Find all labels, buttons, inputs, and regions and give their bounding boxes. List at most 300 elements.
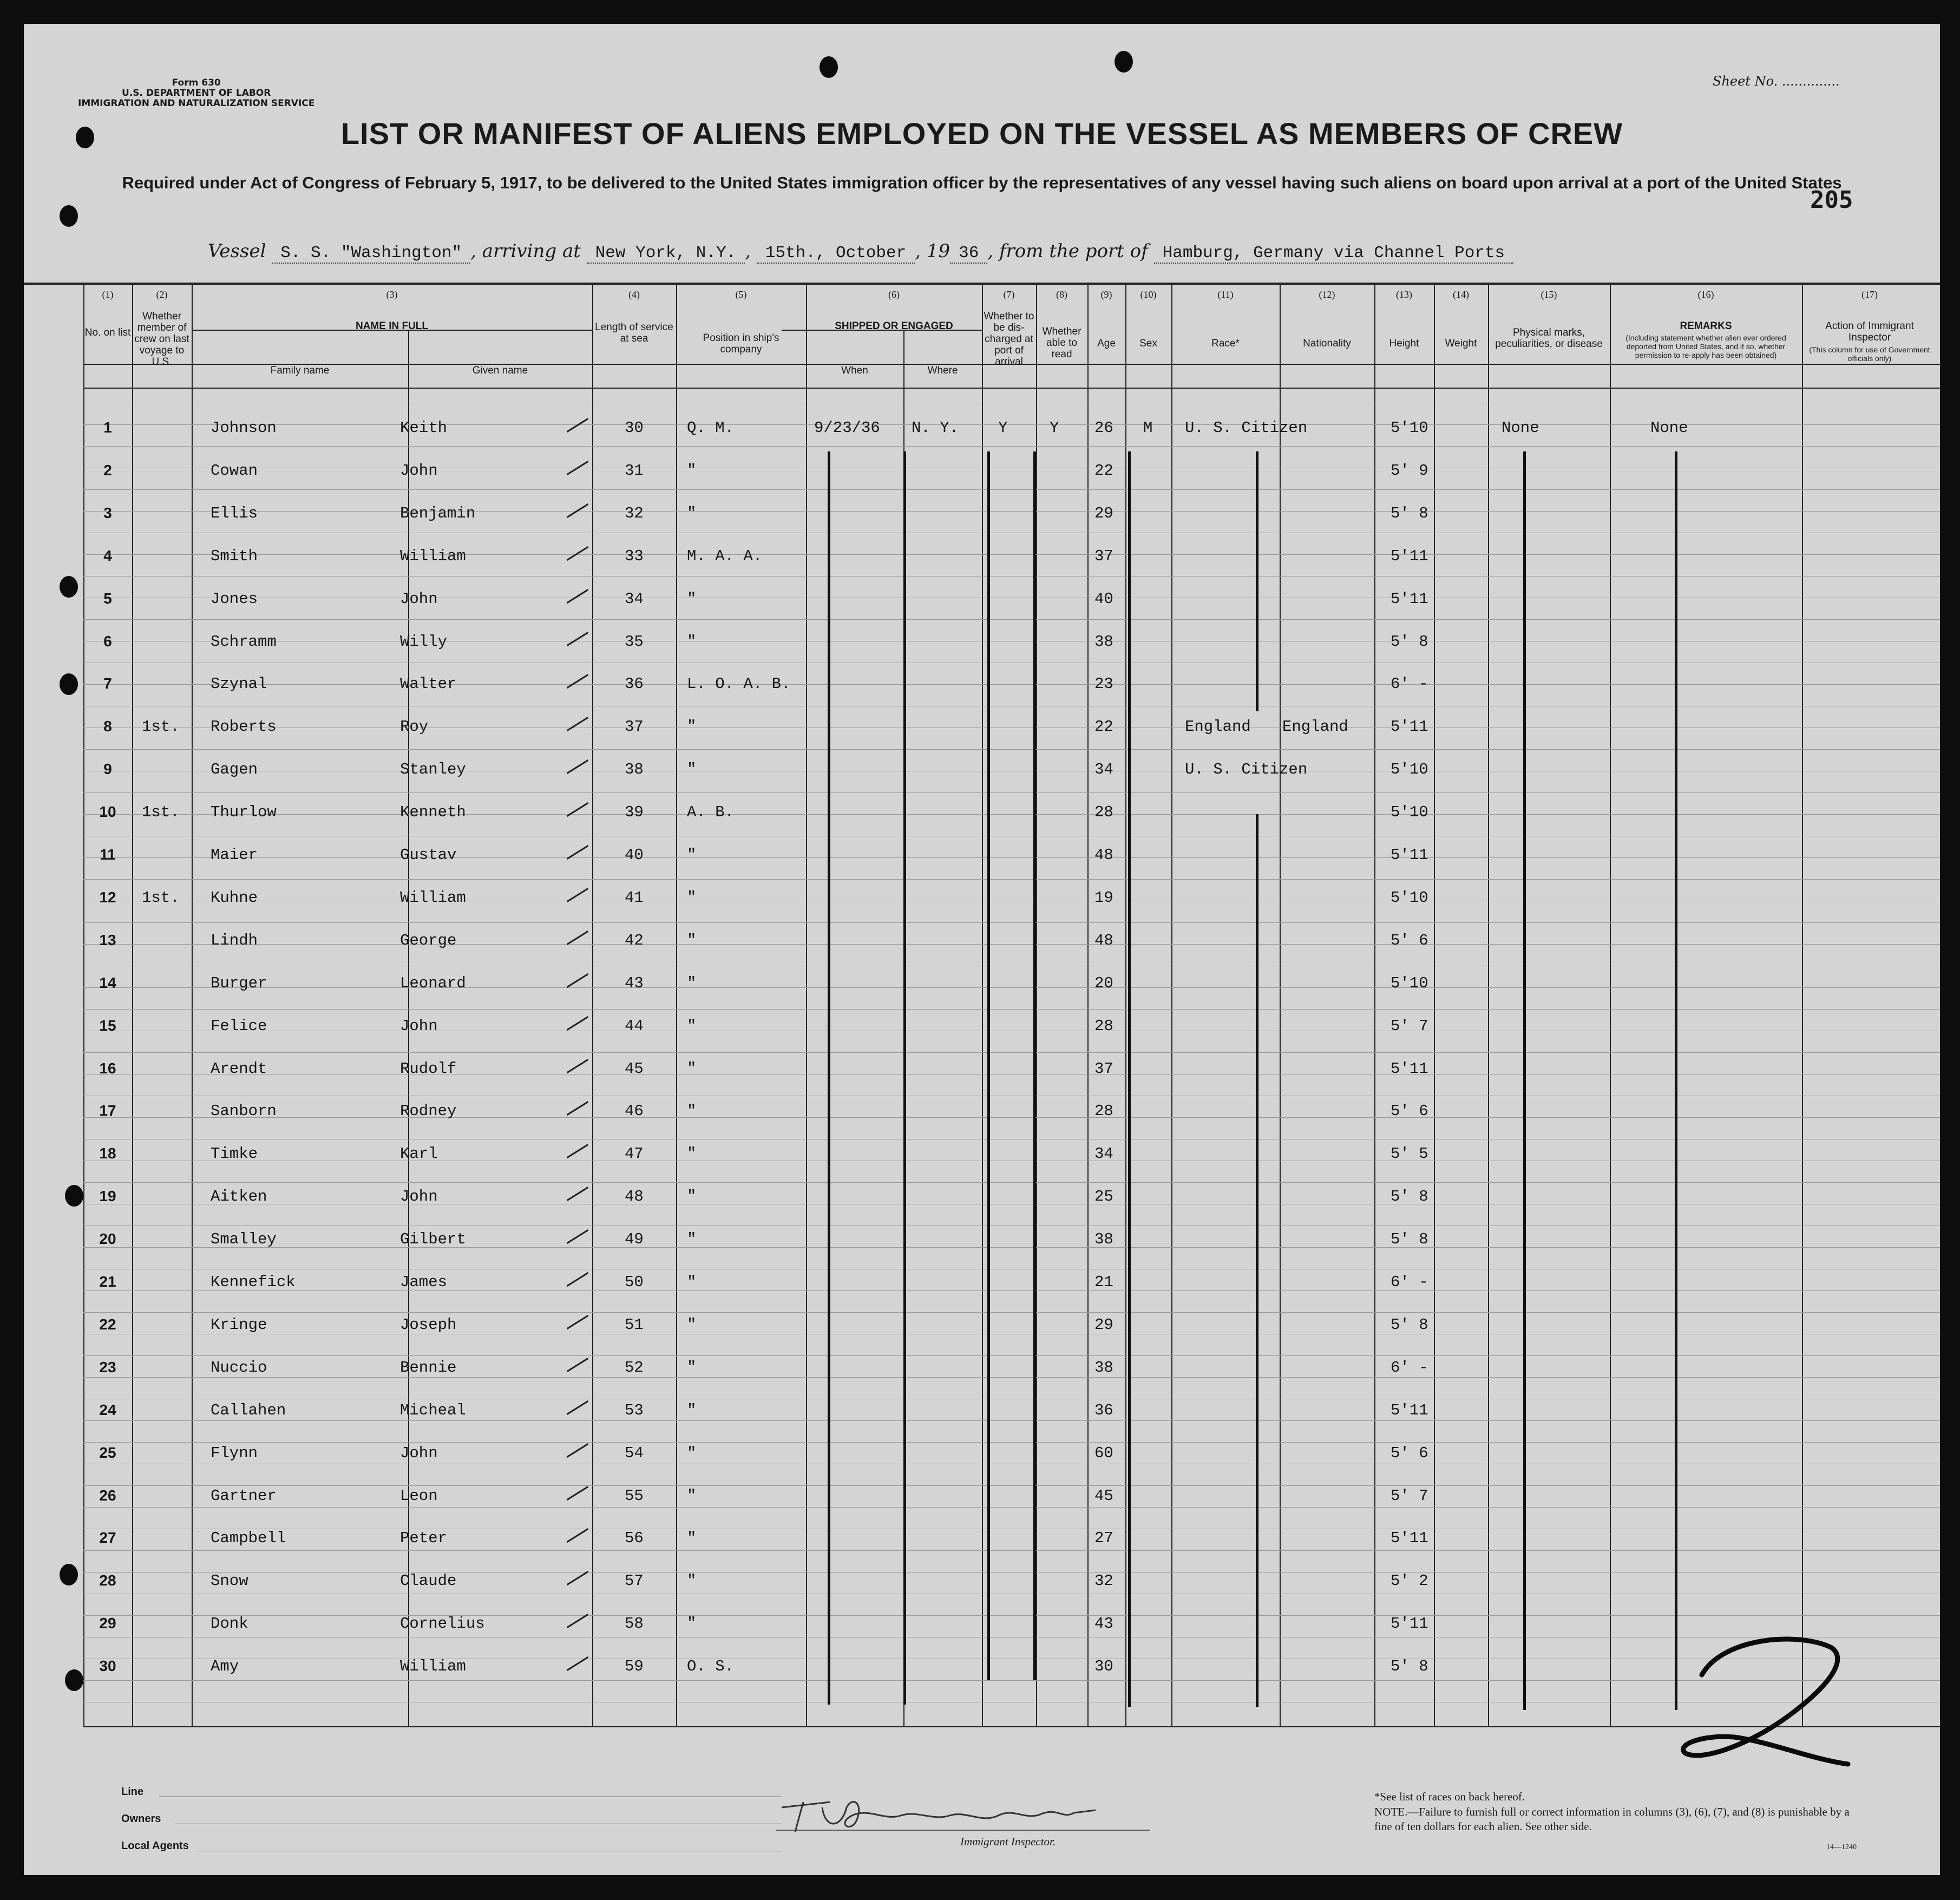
ruled-line: [83, 1615, 1940, 1616]
col-header-remarks-note: (Including statement whether alien ever ordered deported from United States, and if so, whether permission to re-apply has been obtained): [1625, 333, 1786, 359]
given-name-cell: Walter: [400, 675, 457, 693]
age-cell: 27: [1094, 1529, 1113, 1548]
ruled-line: [83, 511, 1940, 512]
inspector-label: Immigrant Inspector.: [960, 1835, 1056, 1848]
service-length-cell: 46: [625, 1102, 644, 1121]
age-cell: 30: [1094, 1657, 1113, 1676]
family-name-cell: Amy: [211, 1657, 239, 1676]
page-subtitle: Required under Act of Congress of February 5, 1917, to be delivered to the United States immigration officer by the representatives of any vessel having such aliens on board upon arrival at a port of the United States: [122, 173, 1842, 192]
service-length-cell: 34: [625, 589, 644, 608]
ruled-line: [83, 1680, 1940, 1681]
check-mark-icon: [567, 1571, 589, 1585]
age-cell: 22: [1094, 461, 1113, 480]
service-length-cell: 59: [625, 1657, 644, 1676]
age-cell: 19: [1094, 888, 1113, 907]
age-cell: 34: [1094, 1145, 1113, 1163]
position-cell: ": [687, 1059, 697, 1078]
given-name-cell: Gilbert: [400, 1230, 466, 1249]
height-cell: 5'11: [1391, 1615, 1428, 1633]
col3-number: (3): [386, 289, 398, 300]
given-name-cell: George: [400, 931, 457, 949]
position-cell: ": [687, 1017, 697, 1035]
service-length-cell: 38: [625, 761, 644, 779]
height-cell: 5'10: [1391, 419, 1428, 437]
row-number: 20: [99, 1230, 116, 1248]
col-header-height: Height: [1389, 338, 1419, 349]
last-voyage-cell: 1st.: [142, 718, 180, 736]
service-length-cell: 55: [625, 1486, 644, 1505]
position-cell: ": [687, 1615, 697, 1633]
service-length-cell: 51: [625, 1315, 644, 1334]
age-cell: 29: [1094, 1315, 1113, 1334]
family-name-cell: Timke: [211, 1145, 258, 1163]
col7-number: (7): [1003, 289, 1015, 300]
family-name-cell: Kennefick: [211, 1273, 296, 1291]
able-to-read-cell: Y: [1050, 419, 1059, 437]
position-cell: ": [687, 1145, 697, 1163]
row-number: 17: [99, 1102, 116, 1119]
service-length-cell: 56: [625, 1529, 644, 1548]
ruled-line: [83, 749, 1940, 750]
age-cell: 34: [1094, 761, 1113, 779]
race-cell: U. S. Citizen: [1185, 419, 1308, 437]
line-label: Line: [121, 1786, 144, 1798]
check-mark-icon: [567, 1059, 589, 1073]
ruled-line: [83, 1377, 1940, 1378]
check-mark-icon: [567, 1229, 589, 1244]
column-divider: [1488, 285, 1489, 1727]
position-cell: ": [687, 589, 697, 608]
height-cell: 5' 9: [1391, 461, 1428, 480]
family-name-cell: Felice: [211, 1017, 267, 1035]
race-footnote: *See list of races on back hereof.: [1374, 1790, 1525, 1803]
age-cell: 28: [1094, 1017, 1113, 1035]
height-cell: 5' 8: [1391, 1315, 1428, 1334]
row-number: 2: [103, 461, 112, 479]
position-cell: ": [687, 461, 697, 480]
vessel-name: S. S. "Washington": [272, 244, 470, 264]
given-name-cell: John: [400, 1444, 438, 1462]
given-name-cell: Willy: [400, 632, 448, 651]
check-mark-icon: [567, 717, 589, 731]
service-length-cell: 50: [625, 1273, 644, 1291]
ruled-line: [83, 1009, 1940, 1010]
print-code: 14—1240: [1826, 1843, 1857, 1851]
service-length-cell: 40: [625, 846, 644, 864]
height-cell: 5'11: [1391, 718, 1428, 736]
owners-label: Owners: [121, 1813, 161, 1825]
column-divider: [1087, 285, 1089, 1727]
height-cell: 5' 6: [1391, 931, 1428, 949]
family-name-cell: Snow: [211, 1572, 248, 1590]
height-cell: 5' 8: [1391, 1657, 1428, 1676]
race-cell: U. S. Citizen: [1185, 761, 1308, 779]
given-name-cell: Rodney: [400, 1102, 457, 1121]
ruled-line: [83, 1247, 1940, 1248]
family-name-cell: Nuccio: [211, 1358, 267, 1377]
position-cell: ": [687, 1529, 697, 1548]
age-cell: 29: [1094, 504, 1113, 522]
check-mark-icon: [567, 1101, 589, 1116]
family-name-cell: Roberts: [211, 718, 277, 736]
given-name-cell: William: [400, 1657, 466, 1676]
check-mark-icon: [567, 1272, 589, 1287]
handwritten-sheet-number: [1669, 1626, 1864, 1788]
row-number: 4: [103, 547, 112, 564]
given-name-cell: Leon: [400, 1486, 438, 1505]
check-mark-icon: [567, 888, 589, 902]
age-cell: 40: [1094, 589, 1113, 608]
col-header-race: Race*: [1211, 338, 1240, 349]
row-number: 7: [103, 675, 112, 692]
family-name-cell: Cowan: [211, 461, 258, 480]
service-length-cell: 57: [625, 1572, 644, 1590]
arrival-year: 36: [950, 244, 987, 264]
given-name-cell: Joseph: [400, 1315, 457, 1334]
family-name-cell: Jones: [211, 589, 258, 608]
position-cell: ": [687, 1358, 697, 1377]
col6-number: (6): [888, 289, 900, 300]
check-mark-icon: [567, 1187, 589, 1201]
position-cell: ": [687, 1315, 697, 1334]
height-cell: 5'11: [1391, 1059, 1428, 1078]
column-divider: [1610, 285, 1611, 1727]
service-length-cell: 49: [625, 1230, 644, 1249]
row-number: 22: [99, 1315, 116, 1333]
ditto-stroke-read: [1033, 451, 1036, 1680]
service-length-cell: 33: [625, 547, 644, 565]
arrival-port: New York, N.Y.: [587, 244, 745, 264]
check-mark-icon: [567, 1144, 589, 1158]
age-cell: 38: [1094, 1230, 1113, 1249]
ruled-line: [83, 446, 1940, 447]
vessel-label: Vessel: [208, 240, 266, 262]
ruled-line: [83, 792, 1940, 793]
age-cell: 60: [1094, 1444, 1113, 1462]
height-cell: 5'10: [1391, 888, 1428, 907]
given-name-cell: Leonard: [400, 974, 466, 992]
form-number: Form 630: [172, 77, 221, 88]
service-length-cell: 47: [625, 1145, 644, 1163]
col-header-inspector-action: Action of Immigrant Inspector: [1825, 320, 1914, 343]
height-cell: 5' 8: [1391, 504, 1428, 522]
given-name-cell: Stanley: [400, 761, 466, 779]
position-cell: ": [687, 846, 697, 864]
row-number: 16: [99, 1059, 116, 1077]
col-header-position: Position in ship's company: [703, 332, 779, 355]
col-header-last-voyage: Whether member of crew on last voyage to U.S.: [134, 311, 189, 368]
given-name-cell: John: [400, 589, 438, 608]
age-cell: 45: [1094, 1486, 1113, 1505]
col-header-family-name: Family name: [270, 365, 330, 376]
ruled-line: [83, 1312, 1940, 1313]
service-length-cell: 37: [625, 718, 644, 736]
service-length-cell: 45: [625, 1059, 644, 1078]
column-divider: [83, 285, 84, 1727]
given-name-cell: William: [400, 547, 466, 565]
arrival-date: 15th., October: [757, 244, 915, 264]
position-cell: Q. M.: [687, 419, 735, 437]
row-number: 3: [103, 504, 112, 521]
ruled-line: [83, 857, 1940, 858]
check-mark-icon: [567, 632, 589, 646]
family-name-cell: Arendt: [211, 1059, 267, 1078]
check-mark-icon: [567, 1016, 589, 1031]
height-cell: 5' 6: [1391, 1444, 1428, 1462]
shipped-where-cell: N. Y.: [912, 419, 959, 437]
family-name-cell: Smith: [211, 547, 258, 565]
service-length-cell: 53: [625, 1401, 644, 1419]
year-label: , 19: [915, 240, 950, 262]
position-cell: ": [687, 931, 697, 949]
row-number: 6: [103, 632, 112, 650]
row-number: 1: [103, 419, 112, 436]
height-cell: 5' 7: [1391, 1017, 1428, 1035]
punch-hole: [820, 56, 838, 78]
col13-number: (13): [1396, 289, 1412, 300]
service-length-cell: 54: [625, 1444, 644, 1462]
col-header-physical-marks: Physical marks, peculiarities, or disease: [1495, 327, 1603, 350]
punch-hole: [65, 1669, 83, 1691]
family-name-cell: Sanborn: [211, 1102, 277, 1121]
row-number: 15: [99, 1017, 116, 1034]
given-name-cell: James: [400, 1273, 448, 1291]
given-name-cell: Roy: [400, 718, 429, 736]
ditto-stroke-marks: [1523, 451, 1526, 1710]
age-cell: 48: [1094, 931, 1113, 949]
height-cell: 5'11: [1391, 1401, 1428, 1419]
column-divider: [676, 285, 677, 1727]
age-cell: 38: [1094, 632, 1113, 651]
penalty-note: NOTE.—Failure to furnish full or correct information in columns (3), (6), (7), and (8) is punishable by a fine of ten dollars for each alien. See other side.: [1374, 1805, 1850, 1833]
ruled-line: [83, 944, 1940, 945]
given-name-cell: Keith: [400, 419, 448, 437]
height-cell: 5'11: [1391, 547, 1428, 565]
row-number: 29: [99, 1615, 116, 1632]
family-name-cell: Donk: [211, 1615, 248, 1633]
family-name-cell: Lindh: [211, 931, 258, 949]
position-cell: ": [687, 1444, 697, 1462]
nationality-cell: England: [1282, 718, 1348, 736]
position-cell: ": [687, 1572, 697, 1590]
col-header-read: Whether able to read: [1042, 326, 1081, 360]
position-cell: M. A. A.: [687, 547, 763, 565]
discharged-cell: Y: [998, 419, 1008, 437]
check-mark-icon: [567, 1486, 589, 1501]
height-cell: 5' 6: [1391, 1102, 1428, 1121]
height-cell: 5'10: [1391, 761, 1428, 779]
punch-hole: [1115, 51, 1133, 73]
row-number: 13: [99, 931, 116, 948]
position-cell: ": [687, 1102, 697, 1121]
row-number: 11: [100, 846, 116, 863]
department-name: U.S. DEPARTMENT OF LABOR: [122, 88, 271, 99]
column-divider: [132, 285, 133, 1727]
remarks-cell: None: [1650, 419, 1688, 437]
check-mark-icon: [567, 546, 589, 561]
check-mark-icon: [567, 1443, 589, 1458]
col-header-sex: Sex: [1139, 338, 1157, 349]
row-number: 28: [99, 1572, 116, 1589]
check-mark-icon: [567, 1400, 589, 1415]
position-cell: ": [687, 1230, 697, 1249]
row-number: 25: [99, 1444, 116, 1461]
ditto-stroke-when: [828, 451, 830, 1705]
height-cell: 5'10: [1391, 974, 1428, 992]
given-name-cell: William: [400, 888, 466, 907]
service-length-cell: 39: [625, 803, 644, 822]
family-name-cell: Szynal: [211, 675, 267, 693]
row-number: 21: [99, 1273, 116, 1290]
col4-number: (4): [628, 289, 640, 300]
position-cell: ": [687, 761, 697, 779]
col-header-inspector-note: (This column for use of Government officials only): [1809, 345, 1930, 363]
ruled-line: [83, 684, 1940, 685]
row-number: 26: [99, 1486, 116, 1504]
given-name-cell: Micheal: [400, 1401, 466, 1419]
ruled-line: [83, 1550, 1940, 1551]
ruled-line: [83, 619, 1940, 620]
column-divider: [806, 285, 807, 1727]
col-header-weight: Weight: [1445, 338, 1477, 349]
age-cell: 26: [1094, 419, 1113, 437]
service-length-cell: 32: [625, 504, 644, 522]
given-name-cell: Karl: [400, 1145, 438, 1163]
row-number: 27: [99, 1529, 116, 1547]
ruled-line: [83, 1507, 1940, 1508]
ruled-line: [83, 879, 1940, 880]
position-cell: ": [687, 1401, 697, 1419]
service-length-cell: 41: [625, 888, 644, 907]
service-length-cell: 42: [625, 931, 644, 949]
height-cell: 6' -: [1391, 675, 1428, 693]
row-number: 24: [99, 1401, 116, 1418]
race-cell: England: [1185, 718, 1251, 736]
age-cell: 25: [1094, 1188, 1113, 1206]
check-mark-icon: [567, 1614, 589, 1628]
ruled-line: [83, 1052, 1940, 1053]
local-agents-label: Local Agents: [121, 1840, 189, 1852]
age-cell: 21: [1094, 1273, 1113, 1291]
check-mark-icon: [567, 802, 589, 817]
col5-number: (5): [735, 289, 747, 300]
position-cell: ": [687, 504, 697, 522]
manifest-sheet: [24, 24, 1940, 1875]
col-header-nationality: Nationality: [1303, 338, 1351, 349]
ruled-line: [83, 987, 1940, 988]
family-name-cell: Kuhne: [211, 888, 258, 907]
family-name-cell: Maier: [211, 846, 258, 864]
ditto-stroke-race-top: [1256, 451, 1258, 711]
punch-hole: [65, 1185, 83, 1207]
col12-number: (12): [1319, 289, 1335, 300]
service-length-cell: 35: [625, 632, 644, 651]
ruled-line: [83, 1420, 1940, 1421]
age-cell: 43: [1094, 1615, 1113, 1633]
ruled-line: [83, 554, 1940, 555]
col2-number: (2): [156, 289, 168, 300]
header-bottom-rule: [83, 388, 1940, 389]
physical-marks-cell: None: [1502, 419, 1539, 437]
origin-label: , from the port of: [987, 240, 1148, 262]
check-mark-icon: [567, 1315, 589, 1329]
given-name-cell: Rudolf: [400, 1059, 457, 1078]
height-cell: 5' 8: [1391, 1230, 1428, 1249]
age-cell: 36: [1094, 1401, 1113, 1419]
column-divider: [1171, 285, 1172, 1727]
vessel-line: Vessel S. S. "Washington" , arriving at New York, N.Y. , 15th., October , 19 36 , from the port of Hamburg, Germany via Channel Ports: [208, 240, 1832, 263]
column-divider: [1280, 285, 1281, 1727]
age-cell: 23: [1094, 675, 1113, 693]
height-cell: 5'11: [1391, 589, 1428, 608]
given-name-cell: Kenneth: [400, 803, 466, 822]
height-cell: 5' 8: [1391, 632, 1428, 651]
check-mark-icon: [567, 674, 589, 689]
ruled-line: [83, 1355, 1940, 1356]
col-header-list-number: No. on list: [84, 327, 131, 338]
position-cell: ": [687, 888, 697, 907]
height-cell: 6' -: [1391, 1273, 1428, 1291]
row-number: 9: [103, 761, 112, 778]
age-cell: 37: [1094, 1059, 1113, 1078]
check-mark-icon: [567, 973, 589, 988]
col14-number: (14): [1453, 289, 1469, 300]
punch-hole: [60, 673, 78, 695]
height-cell: 5'11: [1391, 846, 1428, 864]
height-cell: 5' 5: [1391, 1145, 1428, 1163]
col10-number: (10): [1140, 289, 1157, 300]
sheet-number-field: Sheet No. ..............: [1713, 74, 1840, 89]
position-cell: L. O. A. B.: [687, 675, 791, 693]
column-divider: [192, 285, 193, 1727]
age-cell: 48: [1094, 846, 1113, 864]
col-header-when: When: [841, 365, 868, 376]
column-divider: [1374, 285, 1375, 1727]
given-name-cell: John: [400, 1188, 438, 1206]
col-header-remarks: REMARKS: [1680, 320, 1732, 332]
age-cell: 22: [1094, 718, 1113, 736]
table-bottom-rule: [83, 1726, 1940, 1727]
position-cell: ": [687, 1273, 697, 1291]
page-title: LIST OR MANIFEST OF ALIENS EMPLOYED ON THE VESSEL AS MEMBERS OF CREW: [340, 116, 1623, 150]
family-name-cell: Schramm: [211, 632, 277, 651]
col11-number: (11): [1217, 289, 1234, 300]
age-cell: 28: [1094, 1102, 1113, 1121]
ruled-line: [83, 1442, 1940, 1443]
ruled-line: [83, 922, 1940, 923]
col-header-where: Where: [927, 365, 958, 376]
ditto-stroke-race-bottom: [1256, 814, 1258, 1707]
punch-hole: [60, 1564, 78, 1585]
position-cell: A. B.: [687, 803, 735, 822]
row-number: 18: [99, 1145, 116, 1162]
col-header-shipped: SHIPPED OR ENGAGED: [835, 320, 953, 332]
given-name-cell: Benjamin: [400, 504, 476, 522]
check-mark-icon: [567, 931, 589, 945]
age-cell: 37: [1094, 547, 1113, 565]
column-divider: [1036, 285, 1037, 1727]
position-cell: ": [687, 718, 697, 736]
sex-cell: M: [1143, 419, 1153, 437]
given-name-cell: John: [400, 1017, 438, 1035]
height-cell: 5'11: [1391, 1529, 1428, 1548]
service-length-cell: 52: [625, 1358, 644, 1377]
check-mark-icon: [567, 589, 589, 604]
family-name-cell: Campbell: [211, 1529, 286, 1548]
column-divider: [592, 285, 593, 1727]
ruled-line: [83, 1290, 1940, 1291]
ruled-line: [83, 814, 1940, 815]
